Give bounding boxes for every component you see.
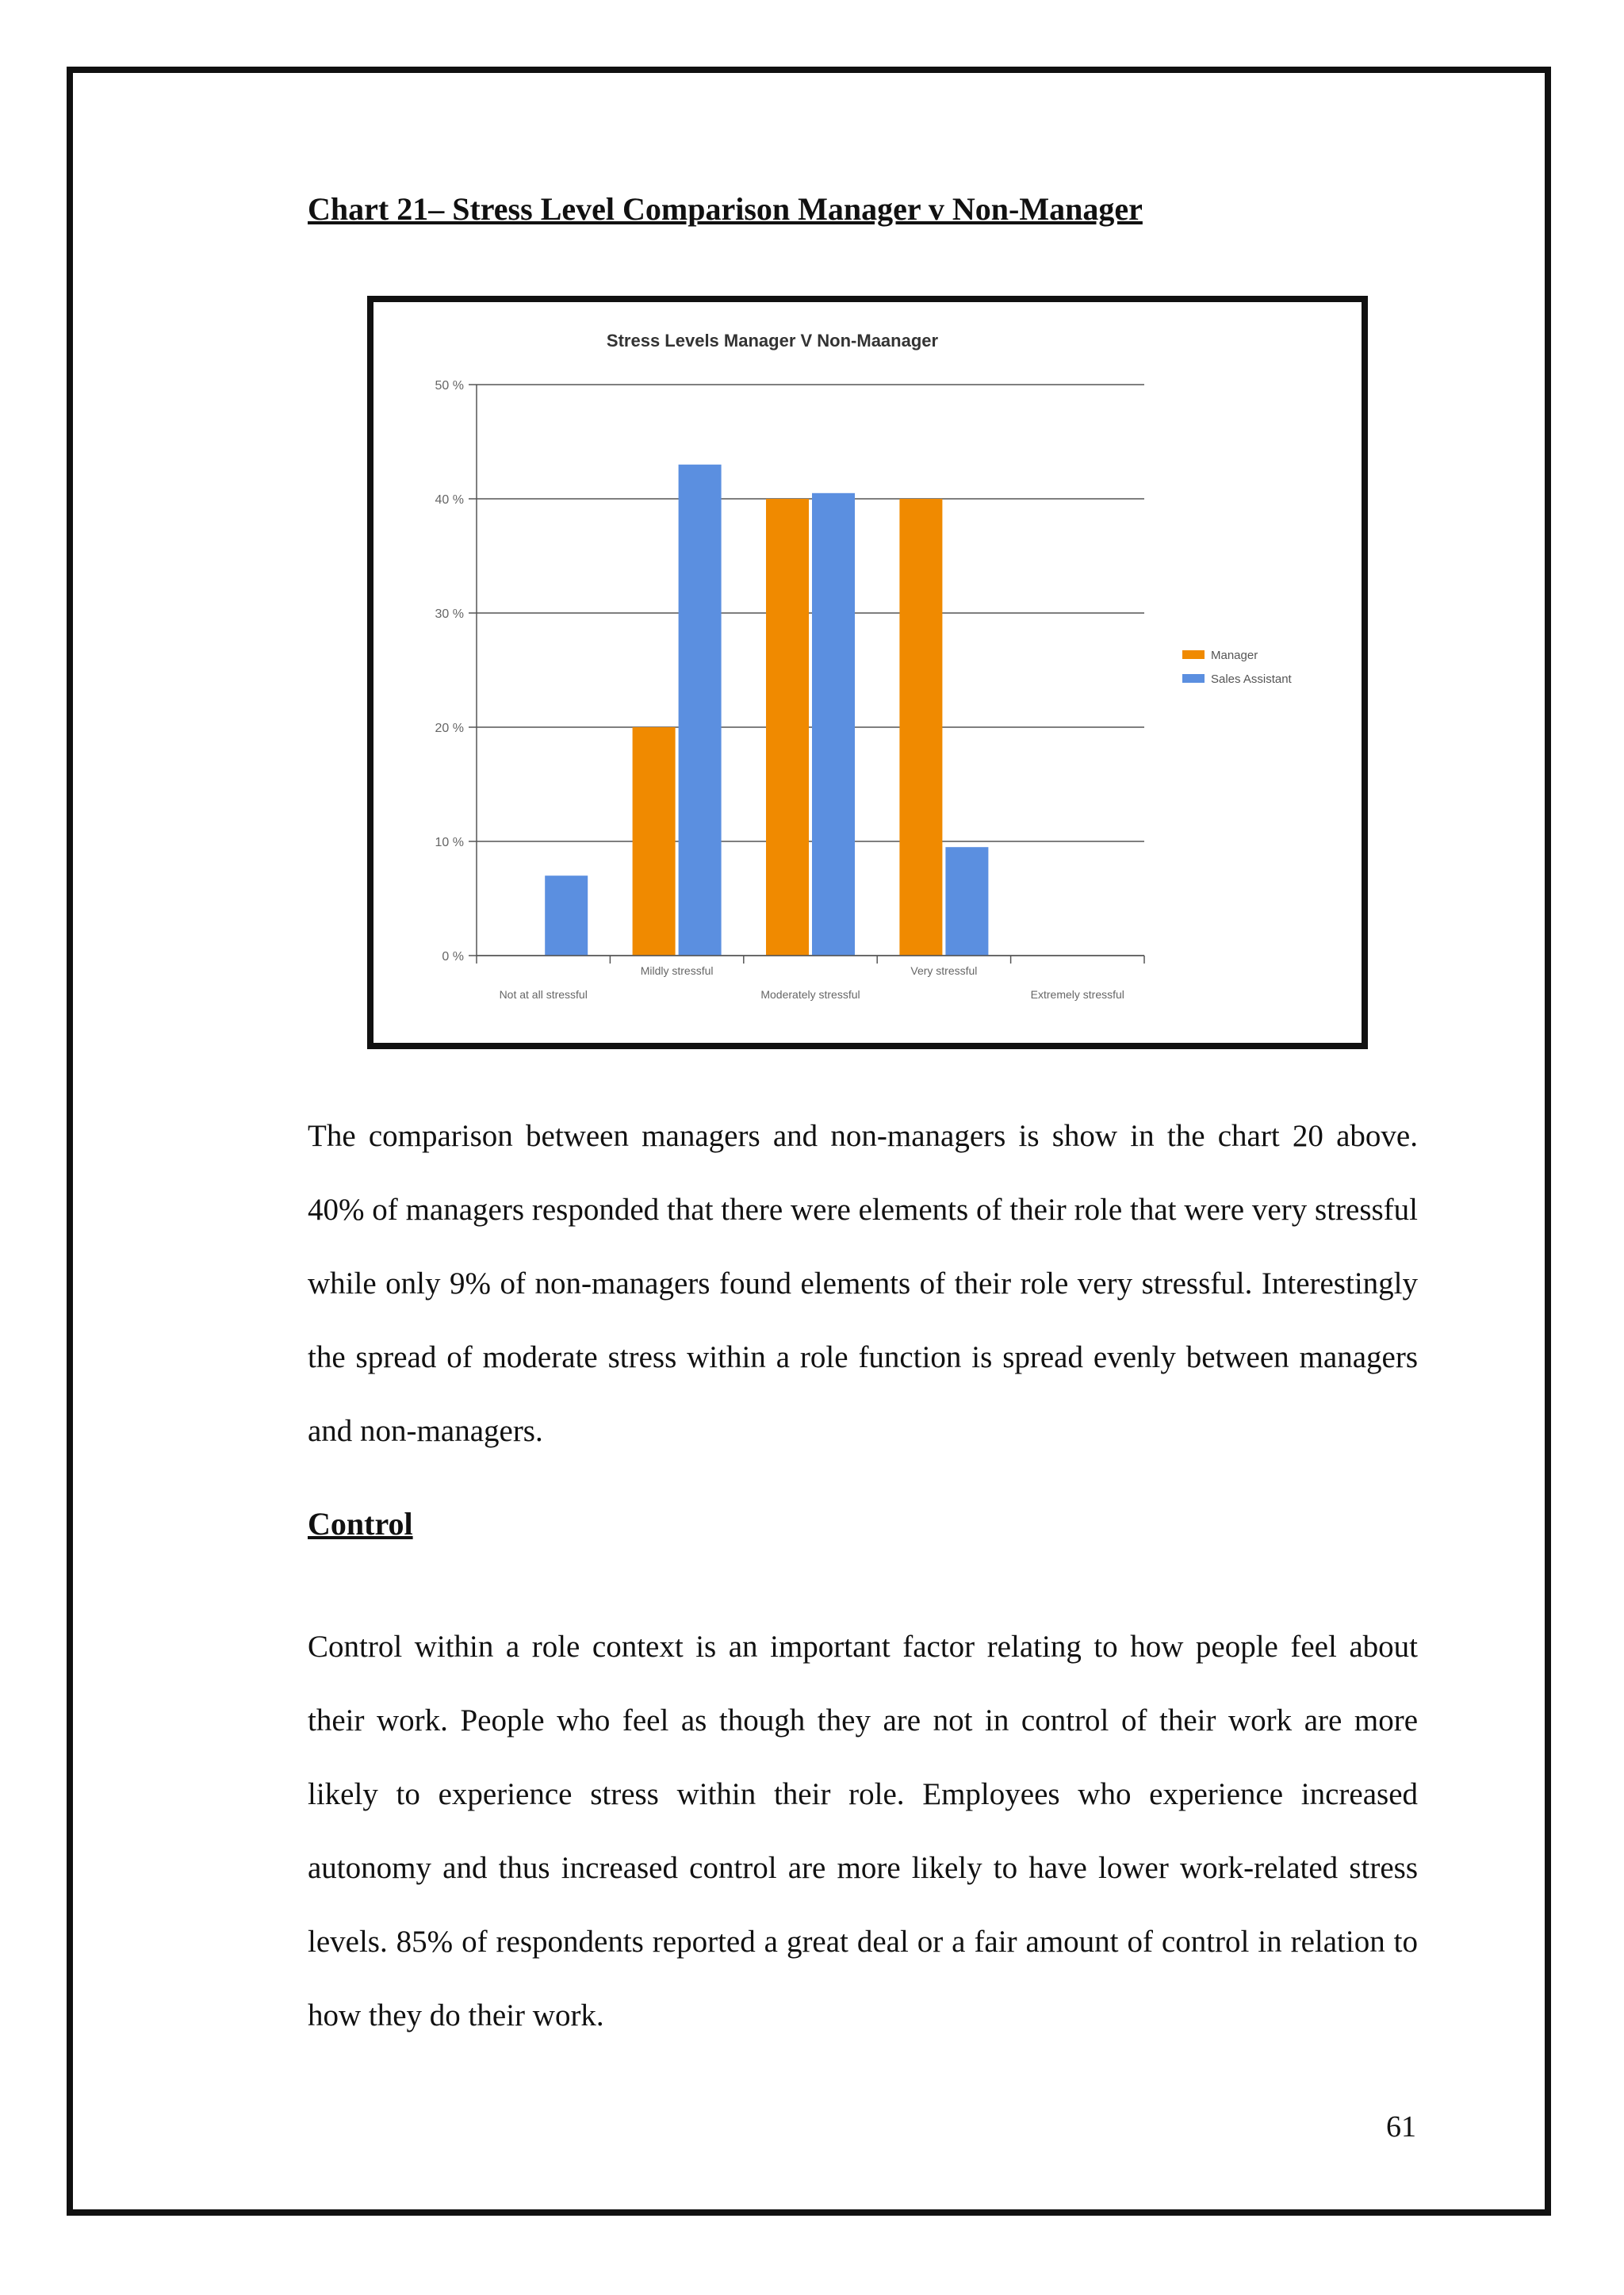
chart-heading: Chart 21– Stress Level Comparison Manager v Non-Manager bbox=[308, 191, 1143, 227]
chart-title: Stress Levels Manager V Non-Maanager bbox=[606, 331, 939, 351]
y-tick-label: 50 % bbox=[435, 379, 464, 393]
y-tick-label: 0 % bbox=[442, 950, 464, 964]
bar bbox=[633, 727, 676, 956]
bar bbox=[545, 875, 588, 956]
section-heading-control: Control bbox=[308, 1506, 413, 1542]
body-paragraph-control: Control within a role context is an important factor relating to how people feel about their work. People who feel as though they are not in control of their work are more likely to experience stress within their role. Employees who experience increased autonomy and thus increased control are more likely to have lower work-related stress levels. 85% of respondents reported a great deal or a fair amount of control in relation to how they do their work. bbox=[308, 1630, 1418, 2033]
legend-label: Manager bbox=[1211, 649, 1258, 662]
x-tick-label: Extremely stressful bbox=[1030, 988, 1124, 1001]
x-tick-label: Moderately stressful bbox=[760, 988, 860, 1001]
chart-container bbox=[367, 296, 1368, 1049]
stress-level-chart bbox=[373, 302, 1362, 1043]
legend-swatch bbox=[1182, 650, 1205, 659]
y-tick-label: 10 % bbox=[435, 836, 464, 849]
y-tick-label: 30 % bbox=[435, 607, 464, 621]
y-tick-label: 20 % bbox=[435, 722, 464, 735]
y-tick-label: 40 % bbox=[435, 493, 464, 507]
legend-swatch bbox=[1182, 674, 1205, 683]
body-paragraph-comparison: The comparison between managers and non-managers is show in the chart 20 above. 40% of managers responded that there were elements of their role that were very stressful while only 9% of non-managers found elements of their role very stressful. Interestingly the spread of moderate stress within a role function is spread evenly between managers and non-managers. bbox=[308, 1119, 1418, 1448]
bar bbox=[766, 499, 809, 956]
bar bbox=[945, 847, 988, 956]
x-tick-label: Mildly stressful bbox=[640, 964, 714, 977]
bar bbox=[899, 499, 942, 956]
page-number: 61 bbox=[1386, 2110, 1416, 2144]
bar bbox=[679, 465, 722, 956]
legend-label: Sales Assistant bbox=[1211, 672, 1292, 686]
bar bbox=[812, 493, 855, 956]
x-tick-label: Not at all stressful bbox=[499, 988, 588, 1001]
x-tick-label: Very stressful bbox=[910, 964, 978, 977]
